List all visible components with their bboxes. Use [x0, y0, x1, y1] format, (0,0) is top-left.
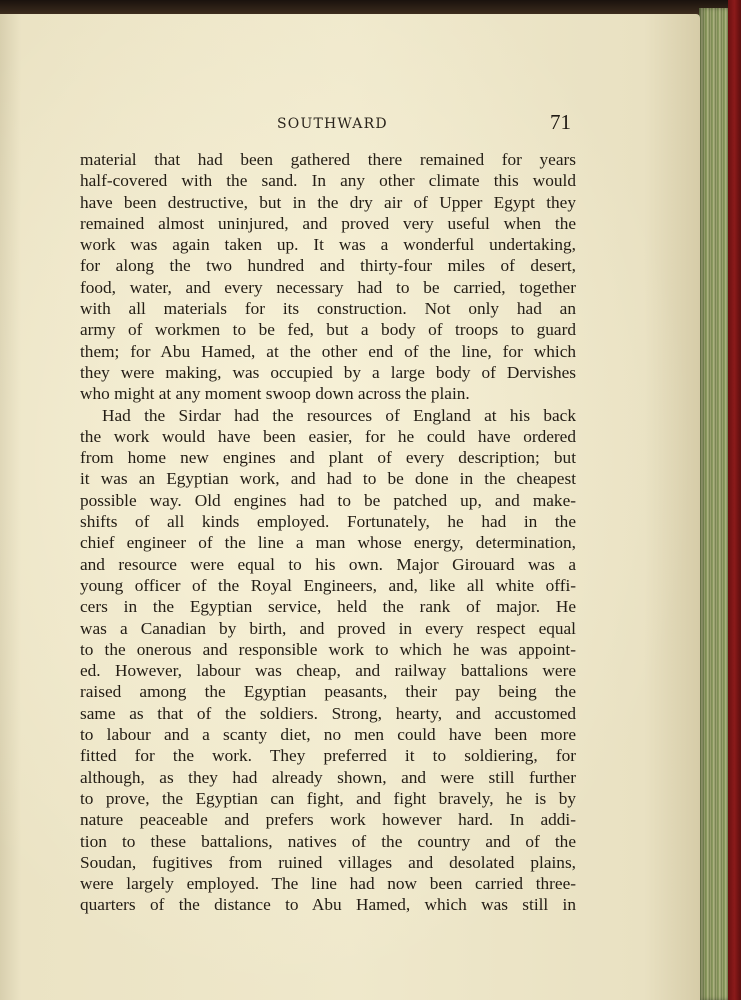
body-text [80, 149, 576, 916]
text-line: fitted for the work. They preferred it to soldiering, for [80, 746, 576, 766]
text-line: from home new engines and plant of every description; but [80, 448, 576, 468]
text-line: army of workmen to be fed, but a body of troops to guard [80, 320, 576, 340]
text-line: young officer of the Royal Engineers, and, like all white offi- [80, 575, 576, 595]
text-line: cers in the Egyptian service, held the rank of major. He [80, 597, 576, 617]
text-line: with all materials for its construction. Not only had an [80, 299, 576, 319]
text-line: remained almost uninjured, and proved very useful when the [80, 213, 576, 233]
text-line: Soudan, fugitives from ruined villages and desolated plains, [80, 852, 576, 872]
text-line: for along the two hundred and thirty-four miles of desert, [80, 256, 576, 276]
text-line: shifts of all kinds employed. Fortunately, he had in the [80, 512, 576, 532]
text-line: chief engineer of the line a man whose energy, determination, [80, 533, 576, 553]
text-line: nature peaceable and prefers work however hard. In addi- [80, 810, 576, 830]
text-line: to the onerous and responsible work to which he was appoint- [80, 639, 576, 659]
text-line: quarters of the distance to Abu Hamed, which was still in [80, 895, 576, 915]
page-edges [699, 8, 729, 1000]
text-line: to labour and a scanty diet, no men could have been more [80, 725, 576, 745]
text-line: work was again taken up. It was a wonderful undertaking, [80, 235, 576, 255]
text-line: raised among the Egyptian peasants, their pay being the [80, 682, 576, 702]
text-line: although, as they had already shown, and were still further [80, 767, 576, 787]
text-line: and resource were equal to his own. Major Girouard was a [80, 554, 576, 574]
text-line: were largely employed. The line had now been carried three- [80, 874, 576, 894]
page-header [80, 110, 580, 142]
text-line: the work would have been easier, for he could have ordered [80, 426, 576, 446]
page-number: 71 [550, 110, 571, 134]
book-cover-edge [728, 0, 741, 1000]
text-line: ed. However, labour was cheap, and railway battalions were [80, 661, 576, 681]
text-line: to prove, the Egyptian can fight, and fight bravely, he is by [80, 788, 576, 808]
text-line: have been destructive, but in the dry air of Upper Egypt they [80, 192, 576, 212]
paragraph-end-line: who might at any moment swoop down across the plain. [80, 384, 470, 404]
running-head: SOUTHWARD [277, 116, 388, 132]
text-line: food, water, and every necessary had to be carried, together [80, 277, 576, 297]
text-line: it was an Egyptian work, and had to be done in the cheapest [80, 469, 576, 489]
text-line: was a Canadian by birth, and proved in every respect equal [80, 618, 576, 638]
paragraph-start-line: Had the Sirdar had the resources of England at his back [102, 405, 576, 425]
text-line: material that had been gathered there remained for years [80, 150, 576, 169]
text-line: half-covered with the sand. In any other climate this would [80, 171, 576, 191]
text-line: tion to these battalions, natives of the country and of the [80, 831, 576, 851]
text-line: they were making, was occupied by a large body of Dervishes [80, 362, 576, 382]
text-line: them; for Abu Hamed, at the other end of the line, for which [80, 341, 576, 361]
text-line: possible way. Old engines had to be patched up, and make- [80, 490, 576, 510]
text-line: same as that of the soldiers. Strong, hearty, and accustomed [80, 703, 576, 723]
